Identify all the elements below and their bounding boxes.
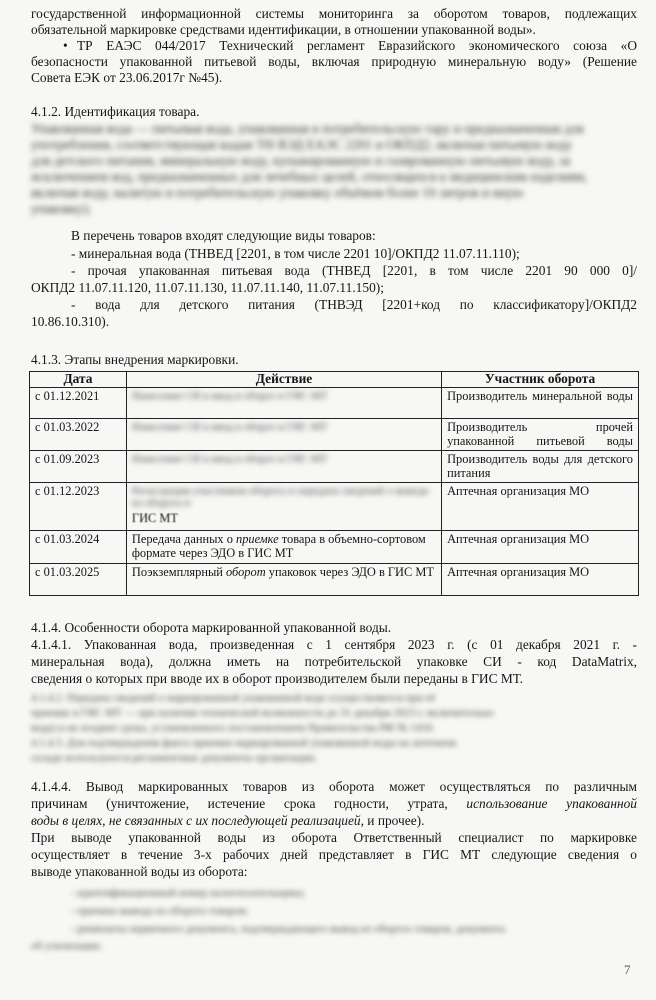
action-tail-gis-mt: ГИС МТ bbox=[131, 511, 178, 526]
blurred-action: Нанесение СИ и ввод в оборот в ГИС МТ bbox=[131, 453, 328, 466]
goods-item-mineral: - минеральная вода (ТНВЕД [2201, в том числе 2201 10]/ОКПД2 11.07.11.110); bbox=[71, 246, 520, 261]
page-number: 7 bbox=[624, 962, 631, 977]
blurred-action: Регистрация участников оборота и передача сведений о выводе из оборота в bbox=[131, 485, 429, 510]
goods-item-baby-line-1: - вода для детского питания (ТНВЭД [2201+код по классификатору]/ОКПД2 bbox=[71, 297, 637, 312]
cell-participant: Производитель минеральной воды bbox=[442, 388, 639, 419]
action-text: Передача данных о bbox=[131, 532, 236, 547]
para-4-1-4-4-line-3 bbox=[31, 813, 637, 829]
cell-participant: Производитель воды для детского питания bbox=[442, 451, 639, 483]
cell-action bbox=[126, 451, 441, 483]
blurred-list-line-2: - причина вывода из оборота товаров; bbox=[71, 905, 249, 917]
bullet-tr-eaes-line-3: Совета ЕЭК от 23.06.2017г №45). bbox=[31, 70, 223, 85]
para-text: причинам (уничтожение, истечение срока годности, утрата, bbox=[31, 796, 467, 811]
table-row bbox=[30, 531, 639, 563]
blurred-list-line-4: об утилизации. bbox=[31, 940, 103, 952]
action-text: упаковок через ЭДО в ГИС МТ bbox=[265, 564, 434, 579]
table-header-row bbox=[30, 372, 639, 388]
table-row bbox=[30, 563, 639, 595]
cell-date: с 01.03.2022 bbox=[30, 419, 127, 451]
para-emphasis: воды в целях, не связанных с их последующей реализацией, bbox=[31, 813, 364, 828]
col-header-date: Дата bbox=[30, 372, 127, 388]
section-4-1-2-heading: 4.1.2. Идентификация товара. bbox=[31, 104, 200, 119]
cell-action bbox=[126, 483, 441, 531]
blurred-line-2: употребления, соответствующая кодам ТН ВЭД ЕАЭС 2201 и ОКПД2, включая питьевую воду bbox=[31, 137, 573, 152]
cell-action bbox=[126, 531, 441, 563]
blurred-line-4: исключением вод, предназначенных для лечебных целей, относящихся к медицинским изделиям, bbox=[31, 169, 588, 184]
para-4-1-4-4-line-2 bbox=[31, 796, 637, 812]
para-4-1-4-1-line-3: сведения о которых при вводе их в оборот производителем были переданы в ГИС МТ. bbox=[31, 671, 523, 686]
blurred-line-3: для детского питания, минеральную воду, купажированную и газированную питьевую воду, за bbox=[31, 153, 571, 168]
blurred-line-6: упаковку); bbox=[31, 201, 91, 216]
cell-date: с 01.09.2023 bbox=[30, 451, 127, 483]
para-4-1-4-1-line-2: минеральная вода), должна иметь на потребительской упаковке СИ - код DataMatrix, bbox=[31, 654, 637, 669]
cell-date: с 01.12.2023 bbox=[30, 483, 127, 531]
blurred-para-line-2: приемке в ГИС МТ — при наличии технической возможности до 31 декабря 2023 г. включительно bbox=[31, 707, 494, 719]
section-4-1-3-heading: 4.1.3. Этапы внедрения маркировки. bbox=[31, 352, 239, 367]
cell-action bbox=[126, 563, 441, 595]
blurred-line-5: включая воду, налитую в потребительскую упаковку объёмом более 10 литров и иную bbox=[31, 185, 524, 200]
stages-table bbox=[29, 371, 639, 596]
cell-participant: Аптечная организация МО bbox=[442, 563, 639, 595]
para-4-1-4-1-line-1: 4.1.4.1. Упакованная вода, произведенная с 1 сентября 2023 г. (с 01 декабря 2021 г. - bbox=[31, 637, 637, 652]
cell-action bbox=[126, 419, 441, 451]
table-row bbox=[30, 451, 639, 483]
blurred-para-line-4: 4.1.4.3. Для подтверждения факта приемки маркированной упакованной воды на аптечном bbox=[31, 737, 457, 749]
blurred-line-1: Упакованная вода — питьевая вода, упакованная в потребительскую тару и предназначенная для bbox=[31, 121, 584, 136]
cell-participant: Производитель прочей упакованной питьевой воды bbox=[442, 419, 639, 451]
bullet-tr-eaes-line-2: безопасности упакованной питьевой воды, включая природную минеральную воду» (Решение bbox=[31, 54, 637, 69]
goods-list-intro: В перечень товаров входят следующие виды товаров: bbox=[71, 228, 376, 243]
para-withdrawal-line-1: При выводе упакованной воды из оборота Ответственный специалист по маркировке bbox=[31, 830, 637, 845]
blurred-list-line-1: - идентификационный номер налогоплательщика; bbox=[71, 887, 306, 899]
bullet-icon: • bbox=[63, 38, 68, 53]
blurred-para-line-5: складе используются регламентные документы организации. bbox=[31, 752, 317, 764]
col-header-action: Действие bbox=[126, 372, 441, 388]
cell-date: с 01.03.2024 bbox=[30, 531, 127, 563]
bullet-tr-eaes-line-1: • ТР ЕАЭС 044/2017 Технический регламент Евразийского экономического союза «О bbox=[63, 38, 637, 53]
section-4-1-4-heading: 4.1.4. Особенности оборота маркированной упакованной воды. bbox=[31, 620, 392, 635]
blurred-list-line-3: - реквизиты первичного документа, подтверждающего вывод из оборота товаров, документа bbox=[71, 923, 506, 935]
table-row bbox=[30, 388, 639, 419]
cell-participant: Аптечная организация МО bbox=[442, 483, 639, 531]
cell-date: с 01.03.2025 bbox=[30, 563, 127, 595]
table-row bbox=[30, 483, 639, 531]
blurred-para-line-3: вода) и не позднее срока, установленного постановлением Правительства РФ № 1416. bbox=[31, 722, 435, 734]
cell-date: с 01.12.2021 bbox=[30, 388, 127, 419]
col-header-participant: Участник оборота bbox=[442, 372, 639, 388]
blurred-action: Нанесение СИ и ввод в оборот в ГИС МТ bbox=[131, 390, 328, 402]
action-text: Поэкземплярный bbox=[131, 564, 227, 579]
para-withdrawal-line-3: выводе упакованной воды из оборота: bbox=[31, 864, 248, 879]
para-text: и прочее). bbox=[363, 813, 425, 828]
goods-item-drinking-line-1: - прочая упакованная питьевая вода (ТНВЕД [2201, в том числе 2201 90 000 0]/ bbox=[71, 263, 637, 278]
action-emphasis: оборот bbox=[226, 564, 266, 579]
para-withdrawal-line-2: осуществляет в течение 3-х рабочих дней представляет в ГИС МТ следующие сведения о bbox=[31, 847, 637, 862]
para-4-1-4-4-line-1: 4.1.4.4. Вывод маркированных товаров из оборота может осуществляться по различным bbox=[31, 779, 637, 794]
action-text: товара в объемно-сортовом формате через ЭДО в ГИС МТ bbox=[131, 532, 426, 560]
blurred-action: Нанесение СИ и ввод в оборот в ГИС МТ bbox=[131, 421, 328, 433]
goods-item-baby-line-2: 10.86.10.310). bbox=[31, 314, 110, 329]
action-emphasis: приемке bbox=[236, 532, 279, 547]
goods-item-drinking-line-2: ОКПД2 11.07.11.120, 11.07.11.130, 11.07.11.140, 11.07.11.150); bbox=[31, 280, 384, 295]
intro-line-1: государственной информационной системы мониторинга за оборотом товаров, подлежащих bbox=[31, 6, 637, 21]
blurred-para-line-1: 4.1.4.2. Передача сведений о маркированной упакованной воде осуществляется при её bbox=[31, 692, 436, 704]
para-emphasis: использование упакованной bbox=[466, 796, 638, 811]
cell-participant: Аптечная организация МО bbox=[442, 531, 639, 563]
table-row bbox=[30, 419, 639, 451]
intro-line-2: обязательной маркировке средствами идентификации, в отношении упакованной воды». bbox=[31, 22, 536, 37]
cell-action bbox=[126, 388, 441, 419]
